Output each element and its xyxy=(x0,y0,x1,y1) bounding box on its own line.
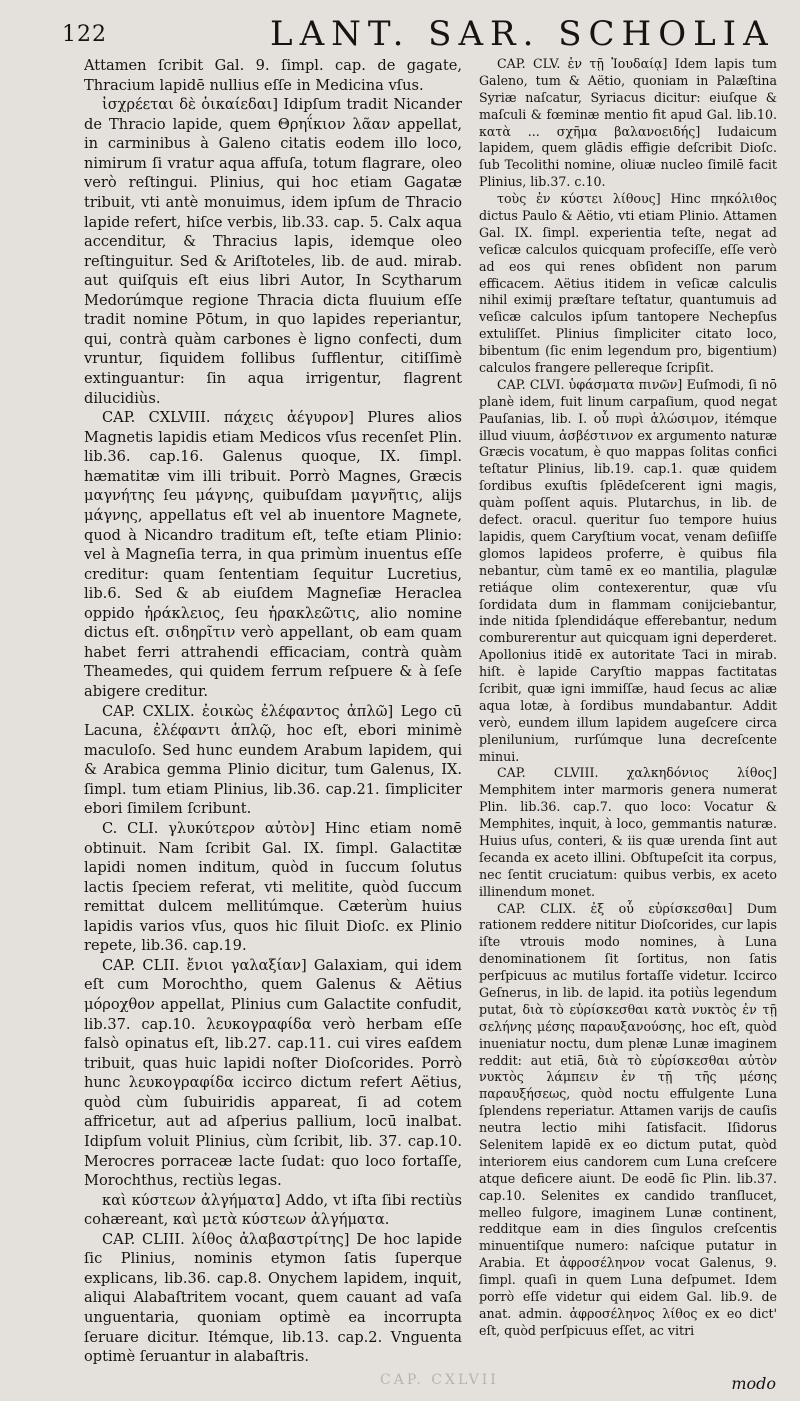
chapter-note: CAP. CLVIII. χαλκηδόνιος λίθος] Memphitem inter marmoris genera numerat Plin. lib.36. cap.7. quo loco: Vocatur & Memphites, inquit, à loco, gemmantis naturæ. Huius uſus, conteri, & iis quæ urenda ſint aut ſecanda ex aceto illini. Obſtupeſcit ita corpus, nec ſentit cruciatum: quibus verbis, ex aceto illinendum monet. xyxy=(479,765,777,899)
page-number: 122 xyxy=(62,22,107,47)
chapter-note: CAP. CLV. ἐν τῇ Ἰουδαίᾳ] Idem lapis tum Galeno, tum & Aëtio, quoniam in Palæſtina Syriæ naſcatur, Syriacus dicitur: eiuſque & maſculi & fœminæ mentio fit apud Gal. lib.10. κατὰ ... σχῆμα βαλανοειδής] Iudaicum lapidem, quem glādis effigie deſcribit Dioſc. ſub Tecolithi nomine, oliuæ nucleo ſimilē facit Plinius, lib.37. c.10. xyxy=(479,56,777,190)
chapter-note: CAP. CXLIX. ἐοικὼς ἐλέφαντος ἁπλῶ] Lego cū Lacuna, ἐλέφαντι ἁπλῷ, hoc eſt, ebori minimè maculoſo. Sed hunc eundem Arabum lapidem, qui & Arabica gemma Plinio dicitur, tum Galenus, IX. ſimpl. tum etiam Plinius, lib.36. cap.21. ſimpliciter ebori ſimilem ſcribunt. xyxy=(84,702,462,818)
chapter-note: CAP. CXLVIII. πάχεις ἀέγυρον] Plures alios Magnetis lapidis etiam Medicos vſus recenſet Plin. lib.36. cap.16. Galenus quoque, IX. ſimpl. hæmatitæ vim illi tribuit. Porrò Magnes, Græcis μαγνήτης ſeu μάγνης, quibuſdam μαγνῆτις, alijs μάγνης, appellatus eſt vel ab inuentore Magnete, quod à Nicandro traditum eſt, teſte etiam Plinio: vel à Magneſia terra, in qua primùm inuentus eſſe creditur: quam ſententiam ſequitur Lucretius, lib.6. Sed & ab eiuſdem Magneſiæ Heraclea oppido ἡράκλειος, ſeu ἡρακλεῶτις, alio nomine dictus eſt. σιδηρῖτιν verò appellant, ob eam quam habet ferri attrahendi efficaciam, contrà quàm Theamedes, qui quidem ferrum reſpuere & à ſeſe abigere creditur. xyxy=(84,409,462,700)
chapter-note: CAP. CLII. ἔνιοι γαλαξίαν] Galaxiam, qui idem eſt cum Morochtho, quem Galenus & Aëtius μόροχθον appellat, Plinius cum Galactite confudit, lib.37. cap.10. λευκογραφίδα verò herbam eſſe falsò opinatus eſt, lib.27. cap.11. cui vires eaſdem tribuit, quas huic lapidi noſter Dioſcorides. Porrò hunc λευκογραφίδα iccirco dictum refert Aëtius, quòd cùm ſubuiridis appareat, ſi ad cotem affricetur, aut ad aſperius pallium, locū inalbat. Idipſum voluit Plinius, cùm ſcribit, lib. 37. cap.10. Merocres porraceæ lacte ſudat: quo loco fortaſſe, Morochthus, rectiùs legas. xyxy=(84,956,462,1190)
catchword: modo xyxy=(731,1374,776,1393)
left-column xyxy=(84,56,462,1372)
chapter-note: CAP. CLVI. ὑφάσματα πινῶν] Euſmodi, ſi nō planè idem, fuit linum carpaſium, quod negat Pauſanias, lib. I. οὗ πυρὶ ἁλώσιμον, itémque illud viuum, ἀσβέστινον ex argumento naturæ Græcis vocatum, è quo mappas ſolitas confici teſtatur Plinius, lib.19. cap.1. quæ quidem ſordibus exuſtis ſplēdeſcerent igni magis, quàm poſſent aquis. Plutarchus, in lib. de defect. oracul. queritur ſuo tempore huius lapidis, quem Caryſtium vocat, venam deſiiſſe glomos lapideos proferre, è quibus fila nebantur, cùm tamē ex eo mantilia, plagulæ retiáque olim contexerentur, quæ vſu ſordidata dum in flammam conijciebantur, inde nitida ſplendidáque efferebantur, nedum comburerentur aut quicquam igni deperderet. Apollonius itidē ex autoritate Taci in mirab. hiſt. è lapide Caryſtio mappas factitatas ſcribit, quæ igni immiſſæ, haud ſecus ac aliæ aqua lotæ, à ſordibus mundabantur. Addit verò, eundem illum lapidem augeſcere circa plenilunium, rurſúmque luna decreſcente minui. xyxy=(479,376,777,764)
paragraph: Attamen ſcribit Gal. 9. ſimpl. cap. de gagate, Thracium lapidē nullius eſſe in Medicina vſus. xyxy=(84,57,462,94)
right-column xyxy=(479,56,777,1372)
running-head: LANT. SAR. SCHOLIA xyxy=(270,14,775,54)
show-through-text: CAP. CXLVII xyxy=(380,1372,499,1388)
chapter-note: C. CLI. γλυκύτερον αὐτὸν] Hinc etiam nomē obtinuit. Nam ſcribit Gal. IX. ſimpl. Galactitæ lapidi nomen inditum, quòd in ſuccum ſolutus lactis ſpeciem referat, vti melitite, quòd ſuccum remittat dulcem mellitúmque. Cæterùm huius lapidis varios vſus, quos hic ſiluit Dioſc. ex Plinio repete, lib.36. cap.19. xyxy=(84,819,462,955)
paragraph: καὶ κύστεων ἀλγήματα] Addo, vt iſta ſibi rectiùs cohæreant, καὶ μετὰ κύστεων ἀλγήματα. xyxy=(84,1191,462,1229)
chapter-note: CAP. CLIII. λίθος ἀλαβαστρίτης] De hoc lapide ſic Plinius, nominis etymon ſatis ſuperque explicans, lib.36. cap.8. Onychem lapidem, inquit, aliqui Alabaſtritem vocant, quem cauant ad vaſa unguentaria, quoniam optimè ea incorrupta ſeruare dicitur. Itémque, lib.13. cap.2. Vnguenta optimè ſeruantur in alabaſtris. xyxy=(84,1230,462,1366)
paragraph: τοὺς ἐν κύστει λίθους] Hinc πηκόλιθος dictus Paulo & Aëtio, vti etiam Plinio. Attamen Gal. IX. ſimpl. experientia teſte, negat ad veſicæ calculos quicquam profeciſſe, eſſe verò ad eos qui renes obſident non parum efficacem. Aëtius itidem in veſicæ calculis nihil eximij præſtare teſtatur, quantumuis ad veſicæ calculos ipſum tantopere Nechepſus extuliſſet. Plinius ſimpliciter citato loco, bibentum (ſic enim legendum pro, bigentium) calculos frangere pellereque ſcripſit. xyxy=(479,191,777,376)
chapter-note: CAP. CLIX. ἐξ οὗ εὑρίσκεσθαι] Dum rationem reddere nititur Dioſcorides, cur lapis iſte vtrouis modo nomines, à Luna denominationem ſit ſortitus, non ſatis perſpicuus ac mutilus fortaſſe videtur. Iccirco Geſnerus, in lib. de lapid. ita potiùs legendum putat, διὰ τὸ εὑρίσκεσθαι κατὰ νυκτὸς ἐν τῇ σελήνης μέσης παραυξανούσης, hoc eſt, quòd inueniatur noctu, dum plenæ Lunæ imaginem reddit: aut etiā, διὰ τὸ εὑρίσκεσθαι αὐτὸν νυκτὸς λάμπειν ἐν τῇ τῆς μέσης παραυξήσεως, quòd noctu effulgente Luna ſplendens reperiatur. Attamen varijs de cauſis neutra lectio mihi ſatisfacit. Iſidorus Selenitem lapidē ex eo dictum putat, quòd interiorem eius candorem cum Luna creſcere atque deficere aiunt. De eodē ſic Plin. lib.37. cap.10. Selenites ex candido tranſlucet, melleo fulgore, imaginem Lunæ continent, redditque eam in dies ſingulos creſcentis minuentiſque numero: naſcique putatur in Arabia. Et ἀφροσέληνον vocat Galenus, 9. ſimpl. quaſi in quem Luna deſpumet. Idem porrò eſſe videtur qui eidem Gal. lib.9. de anat. admin. ἀφροσέληνος λίθος ex eo dict' eſt, quòd perſpicuus eſſet, ac vitri xyxy=(479,900,777,1338)
paragraph: ἰσχρέεται δὲ ὁικαίεδαι] Idipſum tradit Nicander de Thracio lapide, quem Θρηΐκιον λᾶαν appellat, in carminibus à Galeno citatis eodem illo loco, nimirum ſi vratur aqua affuſa, totum flagrare, oleo verò reſtingui. Plinius, qui hoc etiam Gagatæ tribuit, vti antè monuimus, idem ipſum de Thracio lapide refert, hiſce verbis, lib.33. cap. 5. Calx aqua accenditur, & Thracius lapis, idemque oleo reſtinguitur. Sed & Ariſtoteles, lib. de aud. mirab. aut quiſquis eſt eius libri Autor, In Scytharum Medorúmque regione Thracia dicta fluuium eſſe tradit nomine Pōtum, in quo lapides reperiantur, qui, contrà quàm carbones è ligno confecti, dum vruntur, ſiquidem follibus ſufflentur, citiſſimè extinguantur: ſin aqua irrigentur, flagrent dilucidiùs. xyxy=(84,96,462,407)
